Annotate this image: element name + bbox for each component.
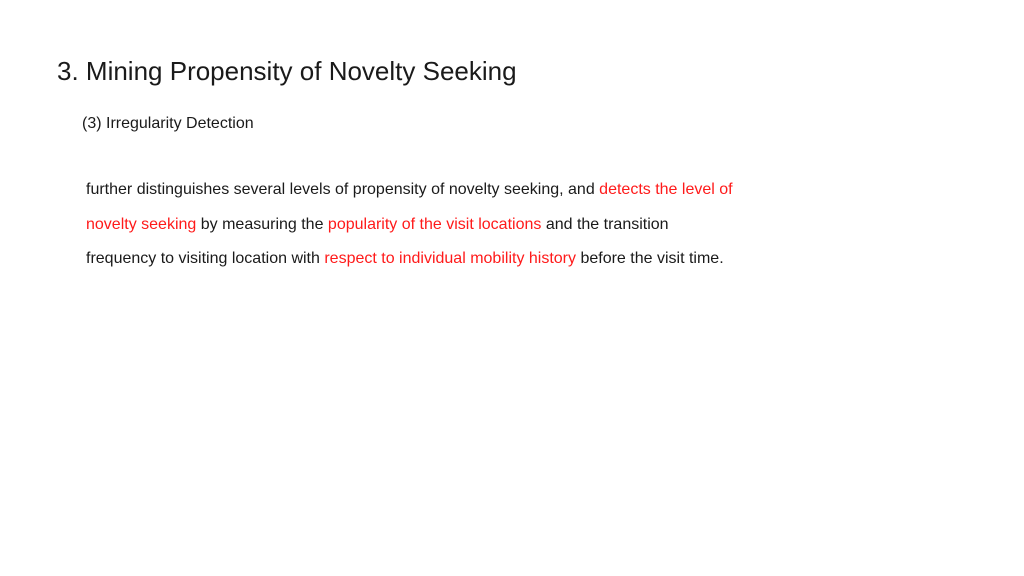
body-text-segment: and the transition <box>541 215 669 233</box>
highlighted-phrase: popularity of the visit locations <box>327 215 542 233</box>
body-text-segment: frequency to visiting location with <box>86 250 325 267</box>
highlighted-phrase: novelty seeking <box>86 215 197 233</box>
section-subtitle: (3) Irregularity Detection <box>82 115 254 132</box>
body-line-1 <box>86 173 846 208</box>
highlighted-phrase: respect to individual mobility history <box>324 250 577 267</box>
highlighted-phrase: detects the level of <box>599 181 733 198</box>
body-text-segment: further distinguishes several levels of propensity of novelty seeking, and <box>86 181 600 198</box>
slide-title: 3. Mining Propensity of Novelty Seeking <box>57 56 517 86</box>
body-text-segment: by measuring the <box>196 215 328 233</box>
body-line-3 <box>86 242 846 277</box>
body-text-segment: before the visit time. <box>576 250 724 267</box>
body-paragraph <box>86 173 846 277</box>
body-line-2 <box>86 208 846 243</box>
